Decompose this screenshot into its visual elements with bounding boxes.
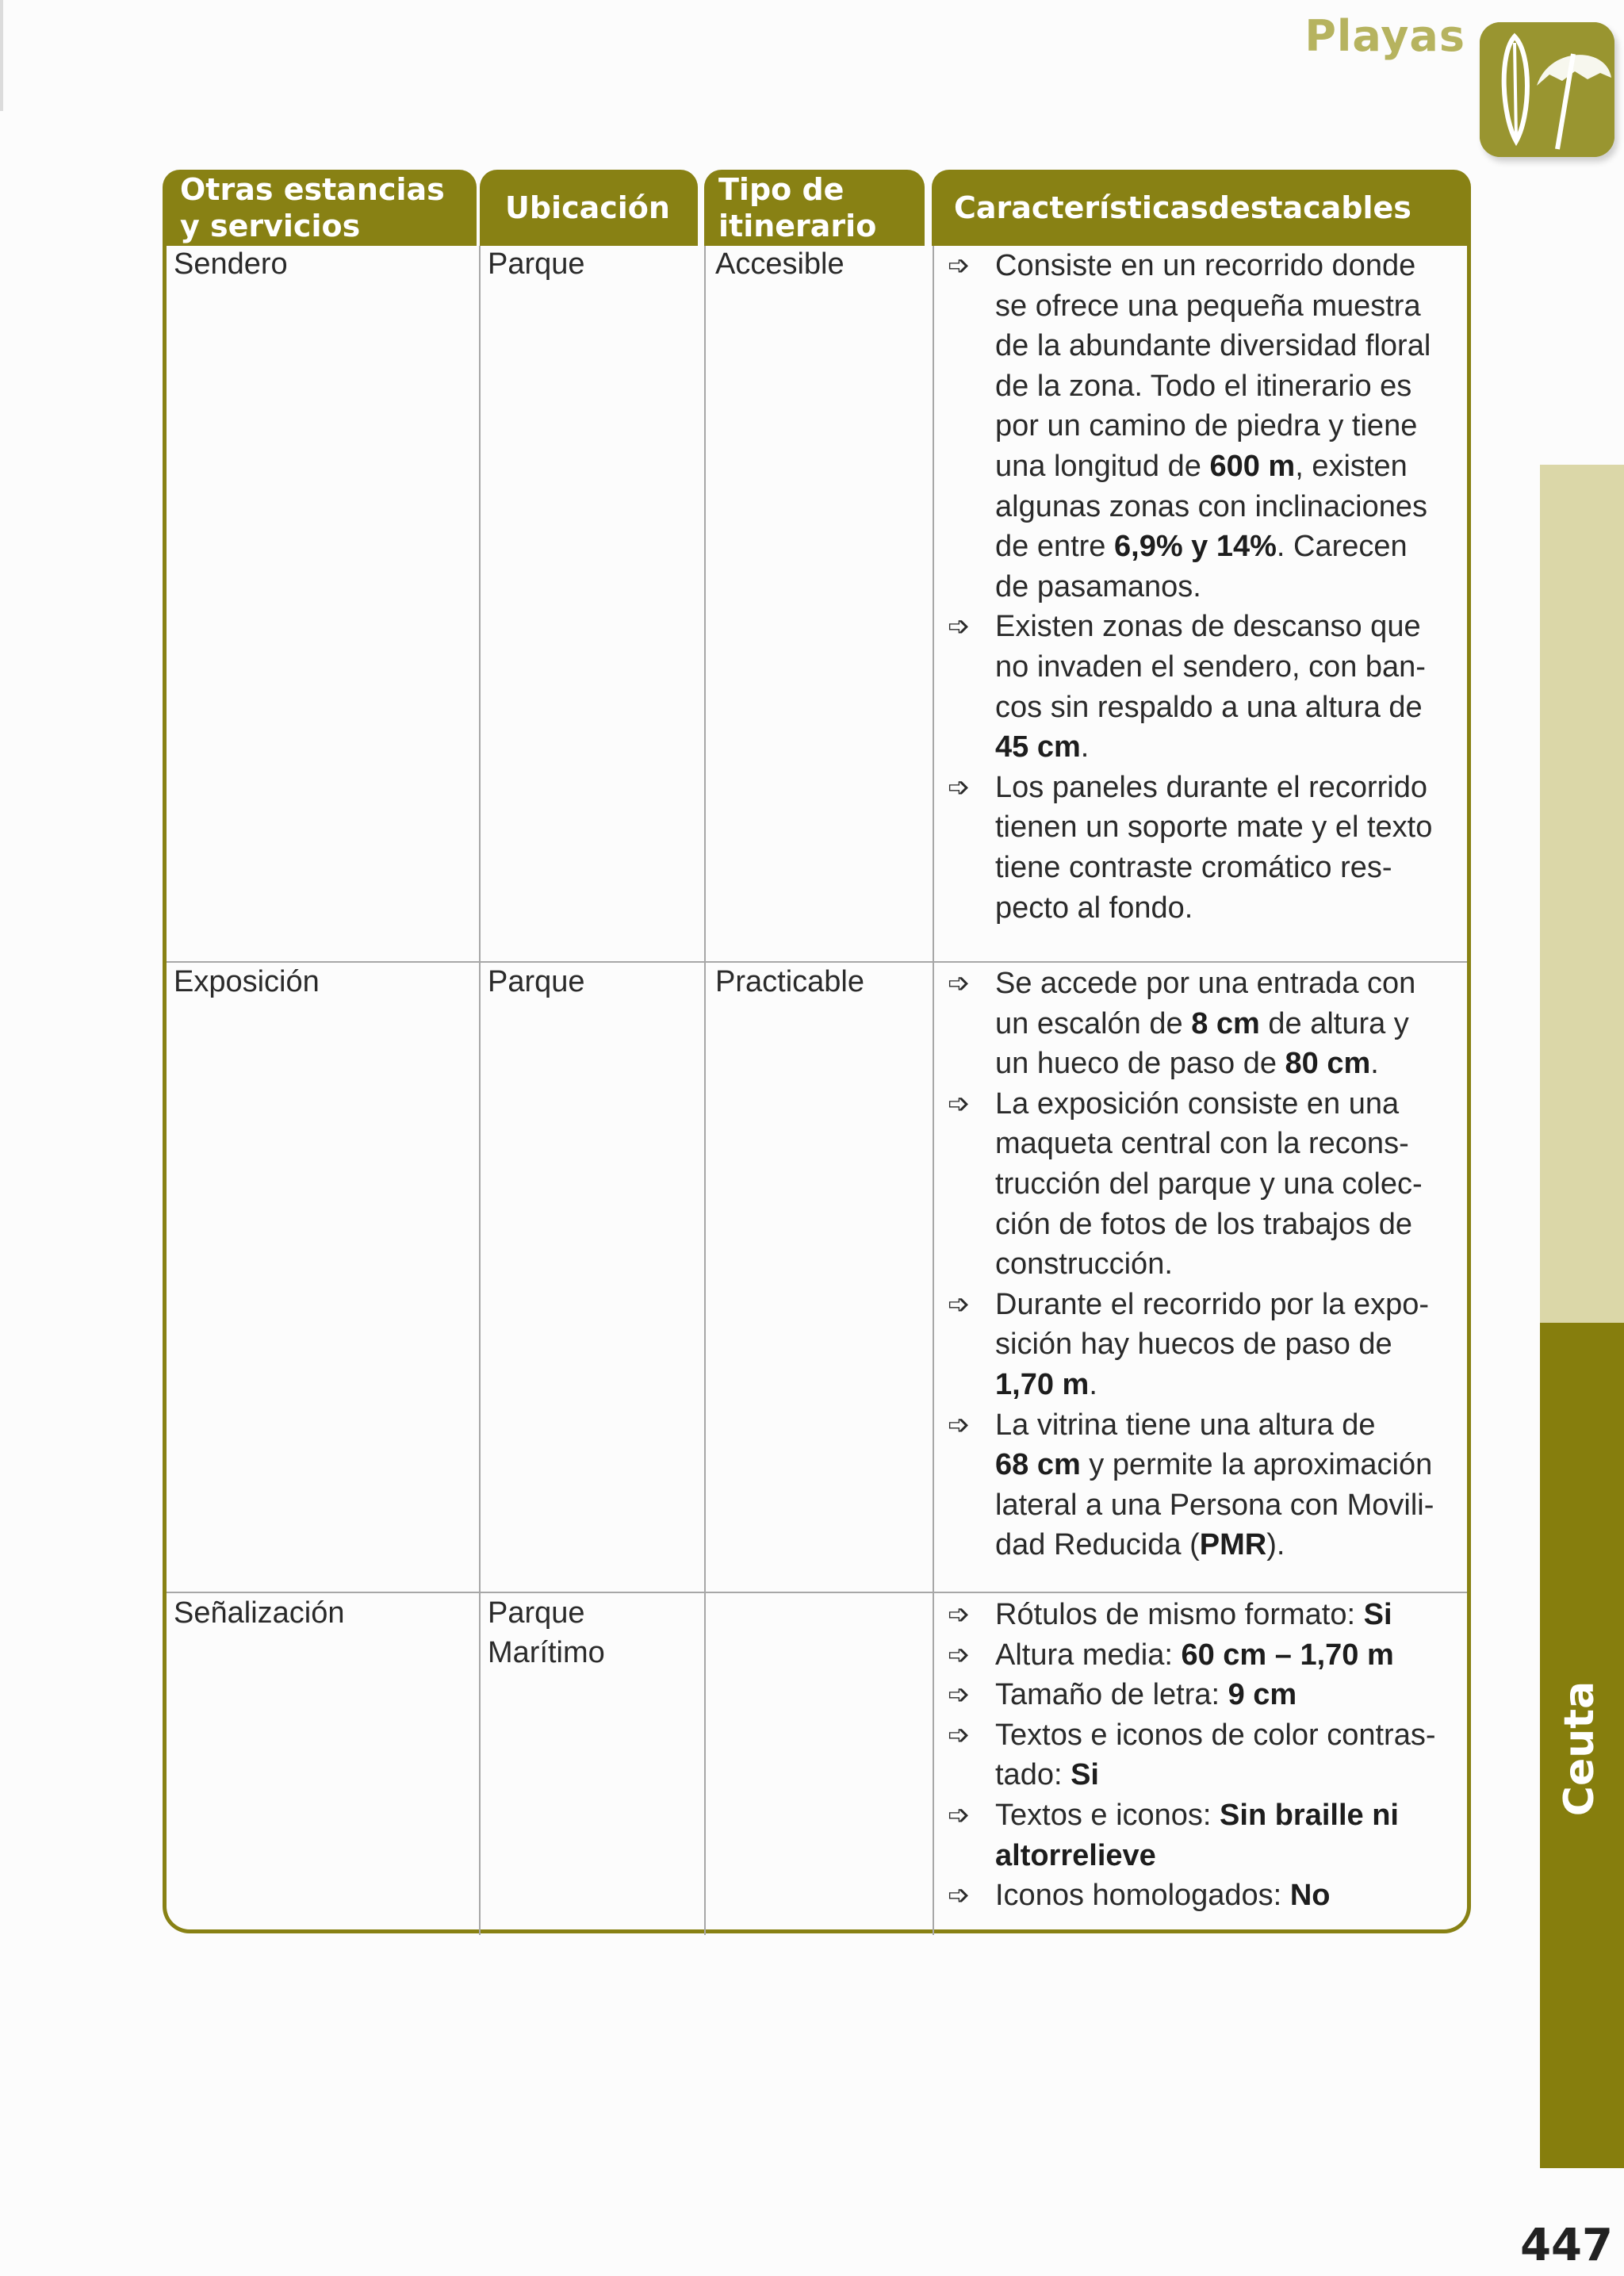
feature-item <box>944 1595 1452 1635</box>
table-row-1-tipo: Accesible <box>715 247 845 281</box>
feature-line: pecto al fondo. <box>995 891 1193 925</box>
feature-line: dad Reducida (PMR). <box>995 1528 1285 1562</box>
arrow-bullet-icon: ➩ <box>948 967 971 999</box>
feature-line: La vitrina tiene una altura de <box>995 1408 1376 1442</box>
feature-line: no invaden el sendero, con ban- <box>995 649 1426 684</box>
feature-line: sición hay huecos de paso de <box>995 1328 1392 1362</box>
feature-line: de entre 6,9% y 14%. Carecen <box>995 530 1408 564</box>
feature-line: Los paneles durante el recorrido <box>995 770 1428 804</box>
feature-line: tiene contraste cromático res- <box>995 850 1392 884</box>
arrow-bullet-icon: ➩ <box>948 1087 971 1120</box>
page-edge-mark <box>0 0 3 111</box>
side-tab-light <box>1540 465 1624 1323</box>
feature-line: algunas zonas con inclinaciones <box>995 489 1428 523</box>
table-row-3-servicio: Señalización <box>174 1596 345 1630</box>
table-row-2-servicio: Exposición <box>174 965 320 998</box>
arrow-bullet-icon: ➩ <box>948 1718 971 1751</box>
arrow-bullet-icon: ➩ <box>948 1638 971 1671</box>
header-ubicacion: Ubicación <box>480 170 698 246</box>
feature-line: un hueco de paso de 80 cm. <box>995 1047 1379 1081</box>
table-row-3-ubicacion: Parque Marítimo <box>488 1596 605 1669</box>
feature-line: maqueta central con la recons- <box>995 1127 1409 1161</box>
feature-line: lateral a una Persona con Movili- <box>995 1488 1434 1522</box>
feature-line: ción de fotos de los trabajos de <box>995 1207 1413 1241</box>
feature-line: 68 cm y permite la aproximación <box>995 1448 1433 1482</box>
feature-item <box>944 1675 1452 1715</box>
feature-line: de pasamanos. <box>995 569 1201 603</box>
feature-line: construcción. <box>995 1247 1173 1282</box>
row-divider <box>167 1592 1467 1593</box>
feature-line: cos sin respaldo a una altura de <box>995 690 1423 724</box>
arrow-bullet-icon: ➩ <box>948 1679 971 1711</box>
feature-line: Existen zonas de descanso que <box>995 610 1421 644</box>
feature-item <box>944 246 1452 607</box>
feature-item <box>944 607 1452 767</box>
arrow-bullet-icon: ➩ <box>948 1879 971 1912</box>
feature-line: Altura media: 60 cm – 1,70 m <box>995 1638 1394 1672</box>
feature-line: 45 cm. <box>995 730 1090 764</box>
feature-line: tado: Si <box>995 1758 1099 1792</box>
feature-line: de la zona. Todo el itinerario es <box>995 369 1412 403</box>
arrow-bullet-icon: ➩ <box>948 1799 971 1831</box>
feature-line: Rótulos de mismo formato: Si <box>995 1598 1392 1631</box>
feature-item <box>944 964 1452 1084</box>
table-row-1-features <box>944 246 1452 928</box>
feature-line: Textos e iconos de color contras- <box>995 1718 1436 1752</box>
feature-line: de la abundante diversidad floral <box>995 329 1431 363</box>
column-divider <box>933 246 934 1935</box>
arrow-bullet-icon: ➩ <box>948 1288 971 1320</box>
feature-item <box>944 1795 1452 1876</box>
feature-item <box>944 1715 1452 1795</box>
table-row-2-features <box>944 964 1452 1565</box>
section-title: Playas <box>1304 11 1465 61</box>
feature-line: La exposición consiste en una <box>995 1086 1400 1121</box>
table-row-1-servicio: Sendero <box>174 247 288 281</box>
feature-item <box>944 1635 1452 1676</box>
side-tab-label: Ceuta <box>1556 1680 1603 1817</box>
feature-line: se ofrece una pequeña muestra <box>995 289 1421 323</box>
feature-line: tienen un soporte mate y el texto <box>995 810 1433 845</box>
feature-item <box>944 1405 1452 1565</box>
feature-item <box>944 768 1452 928</box>
column-divider <box>479 246 481 1935</box>
table-row-1-ubicacion: Parque <box>488 247 585 281</box>
page-number: 447 <box>1520 2220 1613 2271</box>
feature-item <box>944 1084 1452 1285</box>
features-table <box>163 170 1476 1940</box>
feature-item <box>944 1876 1452 1916</box>
arrow-bullet-icon: ➩ <box>948 1599 971 1630</box>
feature-line: Se accede por una entrada con <box>995 967 1416 1000</box>
arrow-bullet-icon: ➩ <box>948 611 971 643</box>
feature-line: un escalón de 8 cm de altura y <box>995 1006 1409 1040</box>
feature-line: Durante el recorrido por la expo- <box>995 1287 1430 1321</box>
feature-line: Textos e iconos: Sin braille ni <box>995 1798 1399 1832</box>
feature-line: una longitud de 600 m, existen <box>995 449 1408 483</box>
header-tipo-itinerario: Tipo de itinerario <box>704 170 925 246</box>
column-divider <box>704 246 706 1935</box>
header-otras-estancias: Otras estancias y servicios <box>163 170 477 246</box>
feature-line: trucción del parque y una colec- <box>995 1167 1423 1201</box>
arrow-bullet-icon: ➩ <box>948 250 971 282</box>
feature-line: Tamaño de letra: 9 cm <box>995 1678 1297 1712</box>
feature-line: 1,70 m. <box>995 1367 1097 1401</box>
table-row-2-tipo: Practicable <box>715 965 864 998</box>
feature-line: Consiste en un recorrido donde <box>995 249 1416 282</box>
table-row-3-features <box>944 1595 1452 1916</box>
header-caracteristicas: Característicasdestacables <box>932 170 1471 246</box>
feature-item <box>944 1285 1452 1405</box>
arrow-bullet-icon: ➩ <box>948 1408 971 1441</box>
arrow-bullet-icon: ➩ <box>948 771 971 803</box>
feature-line: por un camino de piedra y tiene <box>995 409 1418 443</box>
table-row-2-ubicacion: Parque <box>488 965 585 998</box>
beach-umbrella-icon <box>1480 22 1614 157</box>
feature-line: altorrelieve <box>995 1838 1156 1872</box>
feature-line: Iconos homologados: No <box>995 1879 1331 1913</box>
